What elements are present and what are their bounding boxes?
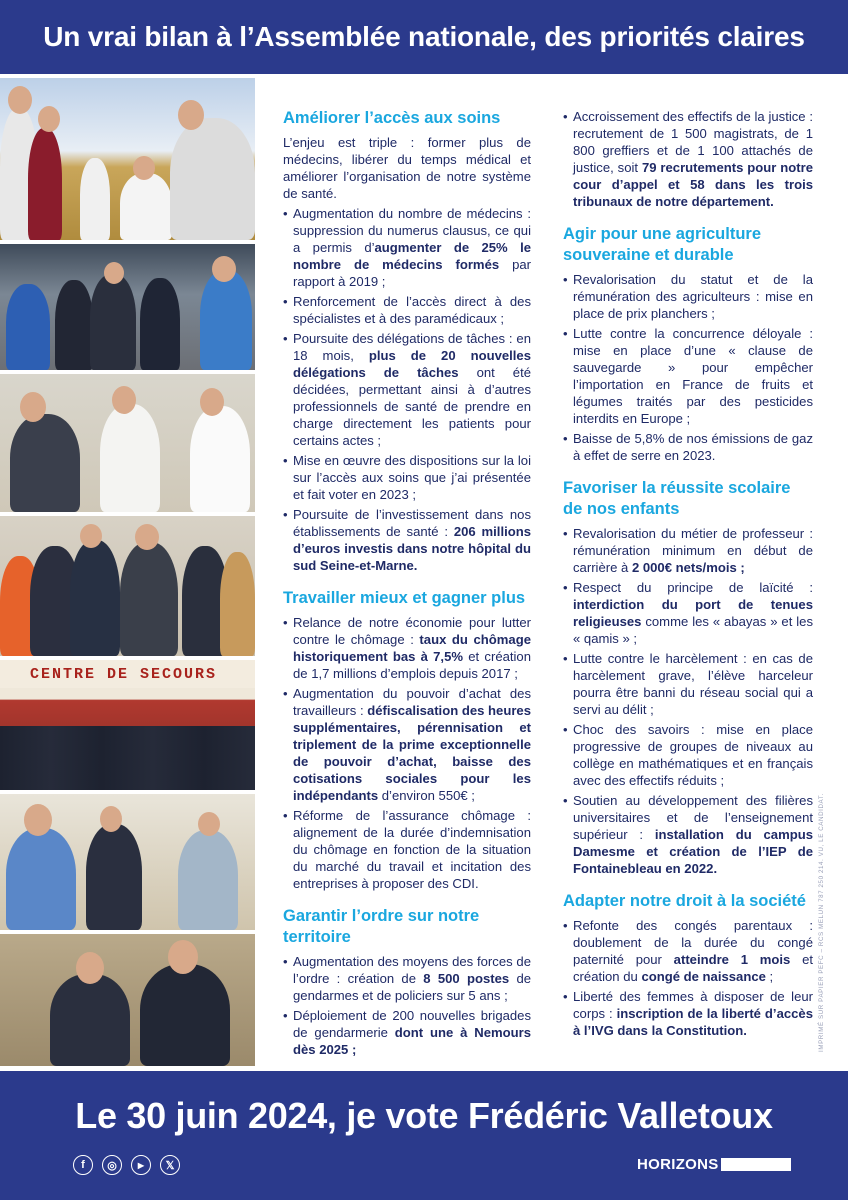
list-item: • Soutien au développement des filières universitaires et de l’enseignement supérieur : installation du campus Damesme et création de l’IEP de Fontainebleau en 2022.	[563, 792, 813, 877]
list-item: • Augmentation des moyens des forces de l’ordre : création de 8 500 postes de gendarmes et de policiers sur 5 ans ;	[283, 953, 531, 1004]
list-item: • Augmentation du nombre de médecins : suppression du numerus clausus, ce qui a permis d’augmenter de 25% le nombre de médecins formés par rapport à 2019 ;	[283, 205, 531, 290]
list-item: • Respect du principe de laïcité : interdiction du port de tenues religieuses comme les « abayas » et les « qamis » ;	[563, 579, 813, 647]
legal-mention: IMPRIMÉ SUR PAPIER PEFC – RCS MELUN 787 250 214. VU, LE CANDIDAT.	[818, 793, 825, 1052]
photo-fire-station	[0, 660, 255, 790]
list-item: • Relance de notre économie pour lutter contre le chômage : taux du chômage historiquement bas à 7,5% et création de 1,7 millions d’emplois depuis 2017 ;	[283, 614, 531, 682]
section-intro: L’enjeu est triple : former plus de médecins, libérer du temps médical et améliorer l’organisation de notre système de santé.	[283, 135, 531, 201]
section-title: Améliorer l’accès aux soins	[283, 109, 501, 127]
brand-name: HORIZONS	[637, 1156, 719, 1173]
section-agriculture	[563, 224, 813, 464]
section-title: Travailler mieux et gagner plus	[283, 589, 526, 607]
photo-edouard	[0, 934, 255, 1066]
photo-vehicles	[0, 244, 255, 370]
list-item: • Augmentation du pouvoir d’achat des travailleurs : défiscalisation des heures supplémentaires, pérennisation et triplement de la prime exceptionnelle de pouvoir d’achat, baisse des cotisations sociales pour les indépendants d’environ 550€ ;	[283, 685, 531, 804]
photo-collage	[0, 78, 255, 1066]
photo-mayors	[0, 516, 255, 656]
facebook-icon[interactable]: f	[73, 1155, 93, 1175]
photo-hospital	[0, 374, 255, 512]
left-column	[283, 108, 531, 1072]
fire-station-sign: CENTRE DE SECOURS	[30, 666, 218, 683]
horizons-logo	[637, 1156, 791, 1173]
social-links	[73, 1155, 180, 1175]
list-item: • Poursuite des délégations de tâches : en 18 mois, plus de 20 nouvelles délégations de tâches ont été décidées, permettant ainsi à d’autres professionnels de santé de prendre en charge directement les patients pour certains actes ;	[283, 330, 531, 449]
list-item: • Déploiement de 200 nouvelles brigades de gendarmerie dont une à Nemours dès 2025 ;	[283, 1007, 531, 1058]
section-justice	[563, 108, 813, 210]
list-item: • Réforme de l’assurance chômage : alignement de la durée d’indemnisation du chômage en fonction de la situation du marché du travail et incitation des entreprises à proposer des CDI.	[283, 807, 531, 892]
list-item: • Renforcement de l’accès direct à des spécialistes et à des paramédicaux ;	[283, 293, 531, 327]
youtube-icon[interactable]: ▶	[131, 1155, 151, 1175]
x-icon[interactable]: 𝕏	[160, 1155, 180, 1175]
section-title: Favoriser la réussite scolaire de nos enfants	[563, 479, 791, 518]
section-title: Garantir l’ordre sur notre territoire	[283, 907, 480, 946]
section-acces-soins	[283, 108, 531, 574]
instagram-icon[interactable]: ◎	[102, 1155, 122, 1175]
list-item: • Revalorisation du métier de professeur : rémunération minimum en début de carrière à 2 000€ nets/mois ;	[563, 525, 813, 576]
header-banner	[0, 0, 848, 74]
list-item: • Revalorisation du statut et de la rémunération des agriculteurs : mise en place de prix planchers ;	[563, 271, 813, 322]
list-item: • Baisse de 5,8% de nos émissions de gaz à effet de serre en 2023.	[563, 430, 813, 464]
right-column	[563, 108, 813, 1053]
list-item: • Poursuite de l’investissement dans nos établissements de santé : 206 millions d’euros investis dans notre hôpital du sud Seine-et-Marne.	[283, 506, 531, 574]
section-scolaire	[563, 478, 813, 877]
page-title: Un vrai bilan à l’Assemblée nationale, des priorités claires	[43, 21, 805, 52]
list-item: • Lutte contre la concurrence déloyale : mise en place d’une « clause de sauvegarde » pour empêcher l’importation en France de fruits et légumes traités par des pesticides interdits en Europe ;	[563, 325, 813, 427]
footer-banner	[0, 1071, 848, 1200]
section-droit	[563, 891, 813, 1039]
section-title: Agir pour une agriculture souveraine et durable	[563, 225, 762, 264]
list-item: • Refonte des congés parentaux : doublement de la durée du congé paternité pour atteindre 1 mois et création du congé de naissance ;	[563, 917, 813, 985]
list-item: • Accroissement des effectifs de la justice : recrutement de 1 500 magistrats, de 1 800 greffiers et de 1 100 attachés de justice, soit 79 recrutements pour notre cour d’appel et 58 dans les trois tribunaux de notre département.	[563, 108, 813, 210]
section-ordre	[283, 906, 531, 1058]
section-travailler	[283, 588, 531, 892]
list-item: • Mise en œuvre des dispositions sur la loi sur l’accès aux soins que j’ai présentée et fait voter en 2023 ;	[283, 452, 531, 503]
list-item: • Choc des savoirs : mise en place progressive de groupes de niveaux au collège en mathématiques et en français avec des effectifs réduits ;	[563, 721, 813, 789]
photo-village	[0, 794, 255, 930]
brand-bar	[721, 1158, 791, 1171]
photo-field-visit	[0, 78, 255, 240]
list-item: • Liberté des femmes à disposer de leur corps : inscription de la liberté d’accès à l’IVG dans la Constitution.	[563, 988, 813, 1039]
section-title: Adapter notre droit à la société	[563, 892, 806, 910]
list-item: • Lutte contre le harcèlement : en cas de harcèlement grave, l’élève harceleur pourra être banni du réseau social qui a servi au délit ;	[563, 650, 813, 718]
footer-title: Le 30 juin 2024, je vote Frédéric Valletoux	[75, 1095, 773, 1136]
